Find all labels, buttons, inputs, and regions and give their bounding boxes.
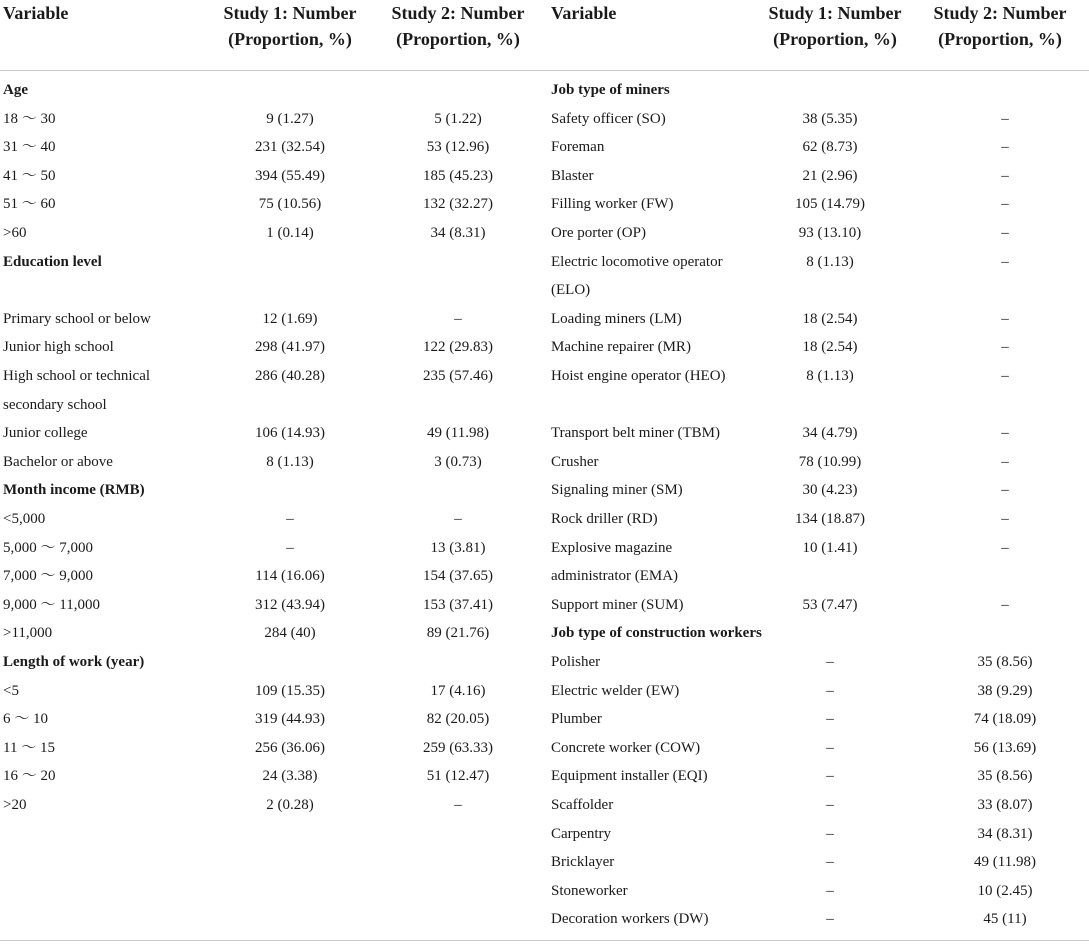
section-heading: Age (3, 82, 28, 98)
study2-value: – (1001, 368, 1009, 384)
study1-value: – (826, 825, 834, 842)
row-label: Machine repairer (MR) (551, 339, 691, 356)
study2-value: 34 (8.31) (430, 225, 486, 241)
row-label: 16 ～ 20 (3, 768, 56, 785)
study2-value: 5 (1.22) (434, 110, 482, 127)
study1-value: 2 (0.28) (266, 797, 314, 813)
study2-value: 3 (0.73) (434, 453, 482, 470)
row-label: Ore porter (OP) (551, 225, 646, 241)
header-variable-left: Variable (3, 3, 69, 23)
row-label: Filling worker (FW) (551, 196, 674, 213)
row-label: 18 ～ 30 (3, 110, 56, 127)
row-label: Electric welder (EW) (551, 682, 680, 699)
row-label-continuation: administrator (EMA) (551, 568, 679, 585)
section-heading: Length of work (year) (3, 654, 145, 670)
row-label: Bachelor or above (3, 453, 113, 470)
row-label: Signaling miner (SM) (551, 482, 683, 499)
study2-value: 38 (9.29) (977, 682, 1033, 699)
row-label: >11,000 (3, 625, 53, 642)
study2-value: – (454, 310, 462, 327)
study2-value: – (1001, 253, 1009, 270)
study1-value: – (826, 739, 834, 756)
section-heading: Job type of miners (551, 82, 670, 98)
row-label: <5 (3, 682, 19, 699)
study1-value: – (826, 911, 834, 928)
row-label: Junior high school (3, 339, 114, 356)
header-study2-line2: (Proportion, %) (396, 29, 520, 49)
study1-value: 75 (10.56) (258, 196, 322, 213)
study2-value: 49 (11.98) (427, 425, 489, 442)
row-label: Crusher (551, 453, 599, 470)
study1-value: 8 (1.13) (806, 368, 854, 384)
study2-value: 45 (11) (983, 911, 1027, 928)
study2-value: – (1001, 425, 1009, 442)
row-label: Support miner (SUM) (551, 596, 684, 613)
study2-value: – (1001, 225, 1009, 241)
study1-value: 8 (1.13) (266, 453, 314, 470)
study1-value: 21 (2.96) (802, 167, 858, 184)
study1-value: 18 (2.54) (802, 310, 858, 327)
study2-value: 259 (63.33) (423, 739, 493, 756)
study2-value: 82 (20.05) (426, 711, 490, 728)
study2-value: – (1001, 310, 1009, 327)
row-label: Electric locomotive operator (551, 253, 723, 270)
study2-value: 35 (8.56) (977, 768, 1033, 785)
header-study1-right (735, 0, 935, 52)
study2-value: 56 (13.69) (973, 739, 1037, 756)
row-label: Blaster (551, 167, 594, 184)
row-label: 6 ～ 10 (3, 711, 49, 728)
row-label: Scaffolder (551, 797, 614, 813)
study2-value: – (1001, 139, 1009, 156)
study2-value: 49 (11.98) (974, 854, 1036, 871)
row-label: Plumber (551, 711, 602, 728)
row-label: Transport belt miner (TBM) (551, 425, 721, 442)
row-label: Loading miners (LM) (551, 310, 682, 327)
study1-value: 114 (16.06) (255, 568, 325, 585)
section-heading: Job type of construction workers (551, 625, 762, 642)
row-label: Carpentry (551, 825, 611, 842)
study2-value: 33 (8.07) (977, 797, 1033, 813)
header-study2-right-line1: Study 2: Number (933, 3, 1067, 23)
study1-value: 34 (4.79) (802, 425, 858, 442)
row-label: Hoist engine operator (HEO) (551, 368, 726, 384)
row-label: Foreman (551, 139, 605, 156)
row-label: 9,000 ～ 11,000 (3, 596, 100, 613)
section-heading: Education level (3, 253, 102, 270)
study2-value: – (1001, 167, 1009, 184)
study2-value: 51 (12.47) (426, 768, 490, 785)
study2-value: 10 (2.45) (977, 882, 1033, 899)
study1-value: 30 (4.23) (802, 482, 858, 499)
study1-value: – (826, 797, 834, 813)
row-label: 41 ～ 50 (3, 167, 56, 184)
study1-value: 12 (1.69) (262, 310, 318, 327)
study1-value: 394 (55.49) (255, 167, 325, 184)
row-label: Primary school or below (3, 310, 151, 327)
study1-value: 9 (1.27) (266, 110, 314, 127)
study1-value: – (826, 682, 834, 699)
study1-value: 8 (1.13) (806, 253, 854, 270)
study1-value: 38 (5.35) (802, 110, 858, 127)
row-label: 11 ～ 15 (3, 739, 55, 756)
header-study1-right-line2: (Proportion, %) (773, 29, 897, 49)
row-label: Polisher (551, 654, 601, 670)
row-label: >20 (3, 797, 27, 813)
study2-value: – (1001, 339, 1009, 356)
study1-value: – (826, 654, 834, 670)
study1-value: 78 (10.99) (798, 453, 862, 470)
study1-value: 256 (36.06) (255, 739, 325, 756)
study1-value: – (826, 854, 834, 871)
study1-value: 298 (41.97) (255, 339, 325, 356)
study2-value: 122 (29.83) (423, 339, 493, 356)
study1-value: 231 (32.54) (255, 139, 325, 156)
study1-value: 105 (14.79) (795, 196, 865, 213)
header-study1-line1: Study 1: Number (223, 3, 357, 23)
header-study2-left (358, 0, 558, 52)
study2-value: – (454, 511, 462, 527)
study2-value: 74 (18.09) (973, 711, 1037, 728)
study2-value: 34 (8.31) (977, 825, 1033, 842)
row-label: Concrete worker (COW) (551, 739, 701, 756)
row-label: 31 ～ 40 (3, 139, 56, 156)
study2-value: 35 (8.56) (977, 654, 1033, 670)
study1-value: – (826, 882, 834, 899)
row-label: Stoneworker (551, 882, 628, 899)
study1-value: 93 (13.10) (798, 225, 862, 241)
row-label: High school or technical (3, 368, 151, 384)
study2-value: 153 (37.41) (423, 596, 493, 613)
study1-value: – (286, 511, 294, 527)
study1-value: 106 (14.93) (255, 425, 325, 442)
row-label: Equipment installer (EQI) (551, 768, 708, 785)
study2-value: – (454, 797, 462, 813)
header-study1-right-line1: Study 1: Number (768, 3, 902, 23)
study2-value: – (1001, 482, 1009, 499)
study2-value: 13 (3.81) (430, 539, 486, 556)
study1-value: 62 (8.73) (802, 139, 858, 156)
study1-value: 24 (3.38) (262, 768, 318, 785)
study2-value: – (1001, 110, 1009, 127)
study1-value: 1 (0.14) (266, 225, 314, 241)
row-label: >60 (3, 225, 27, 241)
section-heading: Month income (RMB) (3, 482, 145, 499)
study1-value: 134 (18.87) (795, 511, 865, 527)
study1-value: 312 (43.94) (255, 596, 325, 613)
study2-value: – (1001, 196, 1009, 213)
study2-value: 235 (57.46) (423, 368, 493, 384)
study1-value: 319 (44.93) (255, 711, 325, 728)
row-label: Decoration workers (DW) (551, 911, 709, 928)
study2-value: – (1001, 453, 1009, 470)
study2-value: 185 (45.23) (423, 167, 493, 184)
study2-value: 132 (32.27) (423, 196, 493, 213)
row-label: 7,000 ～ 9,000 (3, 568, 94, 585)
row-label: 5,000 ～ 7,000 (3, 539, 94, 556)
header-variable-right: Variable (551, 3, 617, 23)
row-label-continuation: secondary school (3, 396, 107, 413)
row-label: Junior college (3, 425, 88, 442)
row-label: Rock driller (RD) (551, 511, 658, 527)
header-study2-line1: Study 2: Number (391, 3, 525, 23)
study2-value: – (1001, 511, 1009, 527)
study1-value: 18 (2.54) (802, 339, 858, 356)
header-study1-line2: (Proportion, %) (228, 29, 352, 49)
study2-value: 154 (37.65) (423, 568, 493, 585)
table-bottom-rule (0, 940, 1089, 941)
row-label: Safety officer (SO) (551, 110, 666, 127)
study2-value: 89 (21.76) (426, 625, 490, 642)
row-label: 51 ～ 60 (3, 196, 56, 213)
study1-value: – (826, 768, 834, 785)
study1-value: 284 (40) (264, 625, 316, 642)
row-label: Bricklayer (551, 854, 615, 871)
row-label: Explosive magazine (551, 539, 673, 556)
study2-value: – (1001, 596, 1009, 613)
study1-value: 109 (15.35) (255, 682, 325, 699)
study2-value: 17 (4.16) (430, 682, 486, 699)
header-study2-right-line2: (Proportion, %) (938, 29, 1062, 49)
header-study2-right (910, 0, 1089, 52)
header-divider (0, 70, 1089, 71)
study2-value: 53 (12.96) (426, 139, 490, 156)
study1-value: 10 (1.41) (802, 539, 858, 556)
study1-value: – (826, 711, 834, 728)
row-label: <5,000 (3, 511, 46, 527)
study1-value: 53 (7.47) (802, 596, 858, 613)
study1-value: 286 (40.28) (255, 368, 325, 384)
row-label-continuation: (ELO) (551, 282, 591, 299)
study1-value: – (286, 539, 294, 556)
study2-value: – (1001, 539, 1009, 556)
